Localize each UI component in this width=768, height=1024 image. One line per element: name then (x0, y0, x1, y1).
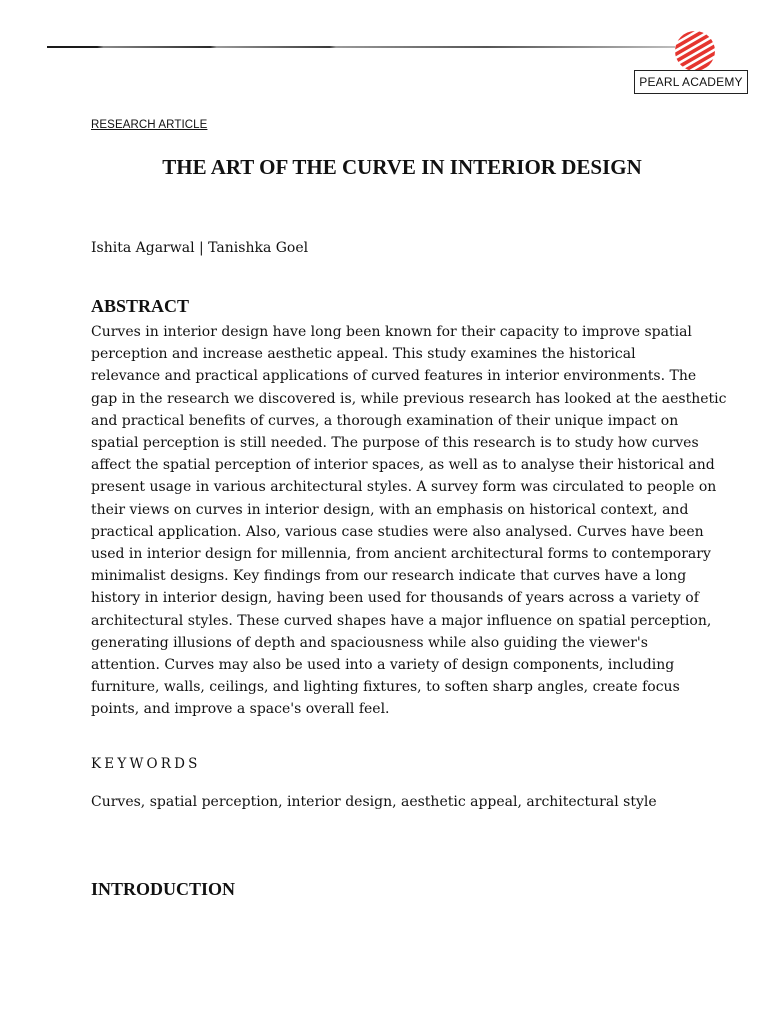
pearl-academy-logo-icon (674, 30, 716, 72)
abstract-line: perception and increase aesthetic appeal. This study examines the historical (91, 346, 636, 363)
keywords-list: Curves, spatial perception, interior design, aesthetic appeal, architectural style (91, 794, 657, 810)
abstract-body (91, 321, 727, 721)
brand-label: PEARL ACADEMY (634, 70, 748, 94)
abstract-line: used in interior design for millennia, from ancient architectural forms to contemporary (91, 546, 711, 563)
abstract-line: relevance and practical applications of curved features in interior environments. The (91, 368, 697, 385)
abstract-line: spatial perception is still needed. The purpose of this research is to study how curves (91, 435, 699, 452)
abstract-line: affect the spatial perception of interior spaces, as well as to analyse their historical and (91, 457, 715, 474)
abstract-line: points, and improve a space's overall feel. (91, 701, 390, 718)
abstract-line: gap in the research we discovered is, while previous research has looked at the aesthetic (91, 390, 727, 407)
keywords-heading: KEYWORDS (91, 756, 201, 772)
abstract-line: attention. Curves may also be used into a variety of design components, including (91, 657, 675, 674)
abstract-line: present usage in various architectural styles. A survey form was circulated to people on (91, 479, 717, 496)
abstract-line: architectural styles. These curved shapes have a major influence on spatial perception, (91, 612, 712, 629)
article-title: THE ART OF THE CURVE IN INTERIOR DESIGN (162, 155, 642, 179)
abstract-line: and practical benefits of curves, a thorough examination of their unique impact on (91, 412, 679, 429)
introduction-heading: INTRODUCTION (91, 879, 236, 899)
abstract-heading: ABSTRACT (91, 296, 190, 316)
abstract-line: Curves in interior design have long been known for their capacity to improve spatial (91, 324, 692, 340)
abstract-line: generating illusions of depth and spaciousness while also guiding the viewer's (91, 634, 648, 651)
article-authors: Ishita Agarwal | Tanishka Goel (91, 240, 309, 256)
abstract-line: history in interior design, having been used for thousands of years across a variety of (91, 590, 699, 607)
header-rule (47, 46, 675, 48)
abstract-line: practical application. Also, various case studies were also analysed. Curves have been (91, 523, 704, 540)
abstract-line: furniture, walls, ceilings, and lighting fixtures, to soften sharp angles, create focus (91, 679, 680, 696)
article-type-label: RESEARCH ARTICLE (91, 119, 208, 131)
abstract-line: their views on curves in interior design, with an emphasis on historical context, and (91, 501, 689, 518)
abstract-line: minimalist designs. Key findings from our research indicate that curves have a long (91, 568, 687, 585)
